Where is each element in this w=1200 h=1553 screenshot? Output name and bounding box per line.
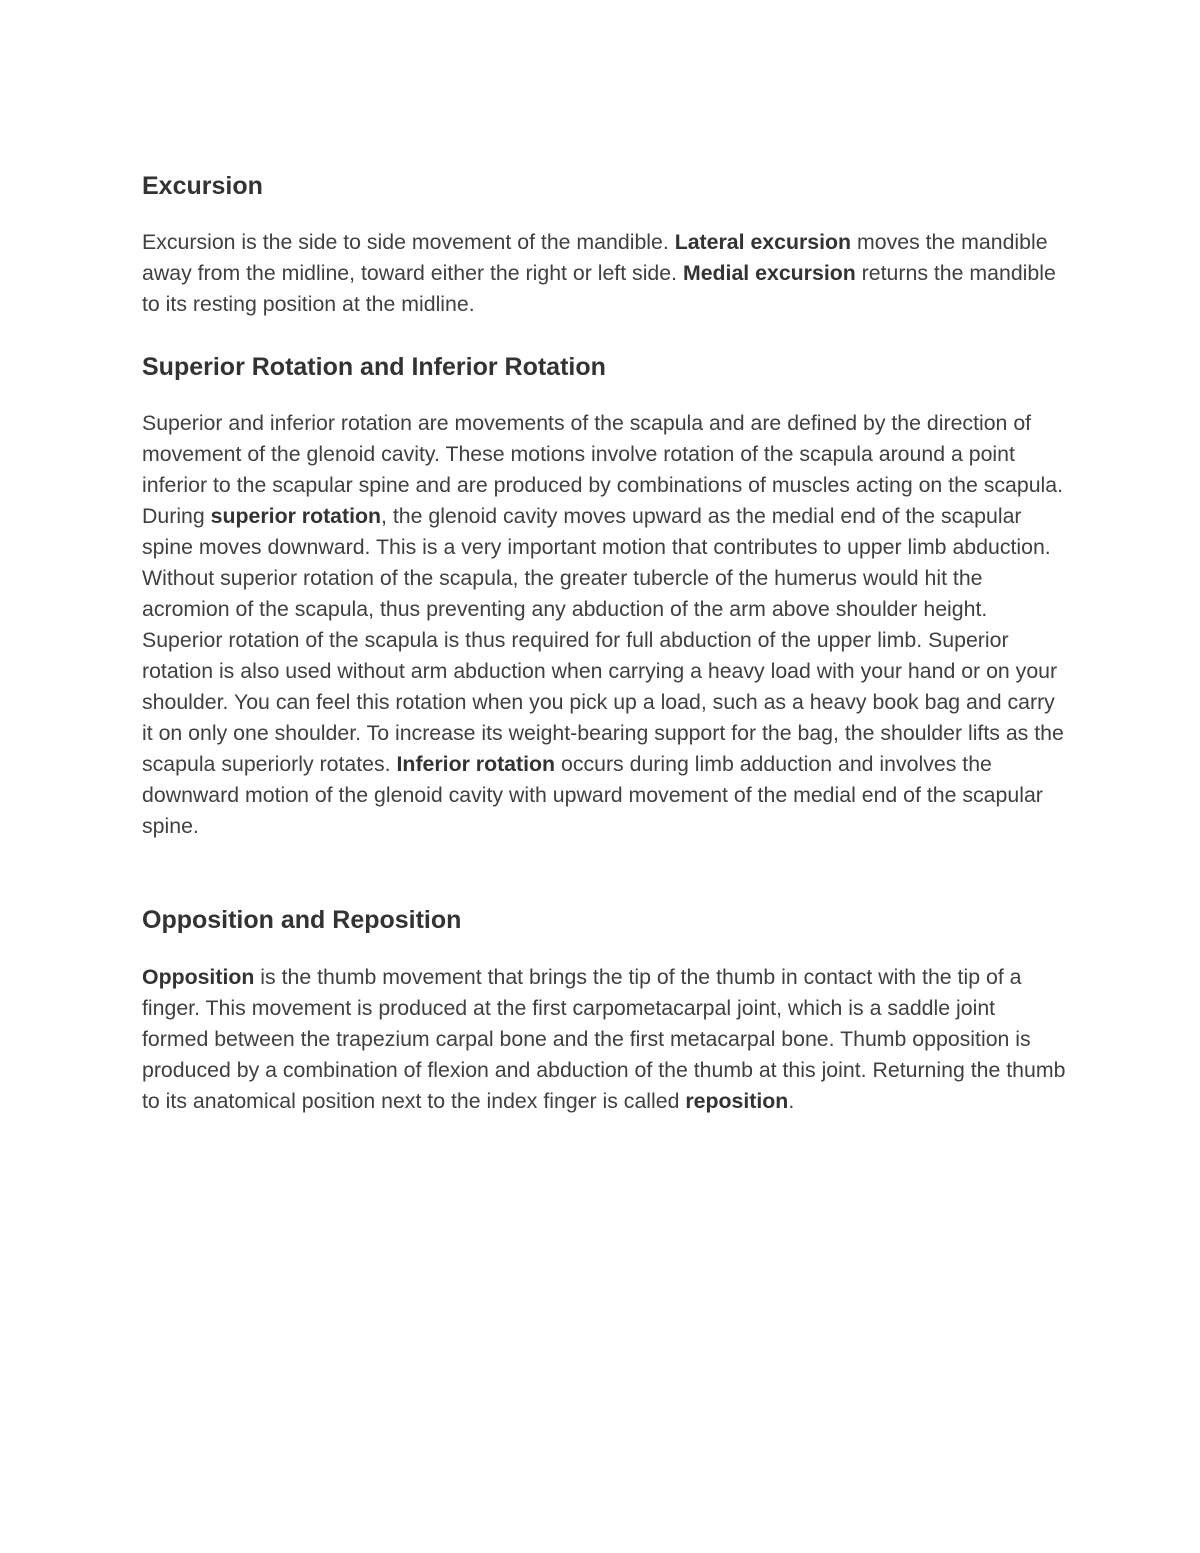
bold-term-reposition: reposition	[685, 1089, 789, 1113]
paragraph-text: , the glenoid cavity moves upward as the medial end of the scapular spine moves downward. This is a very important motion that contributes to upper limb abduction. Without superior rotation of the scapula, the greater tubercle of the humerus would hit the acromion of the scapula, thus preventing any abduction of the arm above shoulder height. Superior rotation of the scapula is thus required for full abduction of the upper limb. Superior rotation is also used without arm abduction when carrying a heavy load with your hand or on your shoulder. You can feel this rotation when you pick up a load, such as a heavy book bag and carry it on only one shoulder. To increase its weight-bearing support for the bag, the shoulder lifts as the scapula superiorly rotates.	[142, 504, 1064, 776]
section-paragraph-opposition	[142, 962, 1067, 1117]
section-heading-excursion: Excursion	[142, 172, 263, 200]
paragraph-text: is the thumb movement that brings the tip of the thumb in contact with the tip of a finger. This movement is produced at the first carpometacarpal joint, which is a saddle joint formed between the trapezium carpal bone and the first metacarpal bone. Thumb opposition is produced by a combination of flexion and abduction of the thumb at this joint. Returning the thumb to its anatomical position next to the index finger is called	[142, 965, 1066, 1113]
bold-term-inferior-rotation: Inferior rotation	[396, 752, 556, 776]
paragraph-text: moves the mandible away from the midline, toward either the right or left side.	[142, 230, 1048, 285]
bold-term-superior-rotation: superior rotation	[210, 504, 382, 528]
paragraph-text: occurs during limb adduction and involves the downward motion of the glenoid cavity with upward movement of the medial end of the scapular spine.	[142, 752, 1043, 838]
paragraph-text: .	[788, 1089, 795, 1113]
bold-term-opposition: Opposition	[142, 965, 255, 989]
paragraph-text: Superior and inferior rotation are movements of the scapula and are defined by the direction of movement of the glenoid cavity. These motions involve rotation of the scapula around a point inferior to the scapular spine and are produced by combinations of muscles acting on the scapula. During	[142, 411, 1064, 528]
bold-term-lateral-excursion: Lateral excursion	[674, 230, 852, 254]
paragraph-text: returns the mandible to its resting position at the midline.	[142, 261, 1056, 316]
section-paragraph-rotation	[142, 408, 1067, 842]
paragraph-text: Excursion is the side to side movement of the mandible.	[142, 230, 675, 254]
bold-term-medial-excursion: Medial excursion	[682, 261, 856, 285]
section-heading-opposition: Opposition and Reposition	[142, 906, 462, 934]
section-heading-rotation: Superior Rotation and Inferior Rotation	[142, 353, 606, 381]
section-paragraph-excursion	[142, 227, 1067, 320]
